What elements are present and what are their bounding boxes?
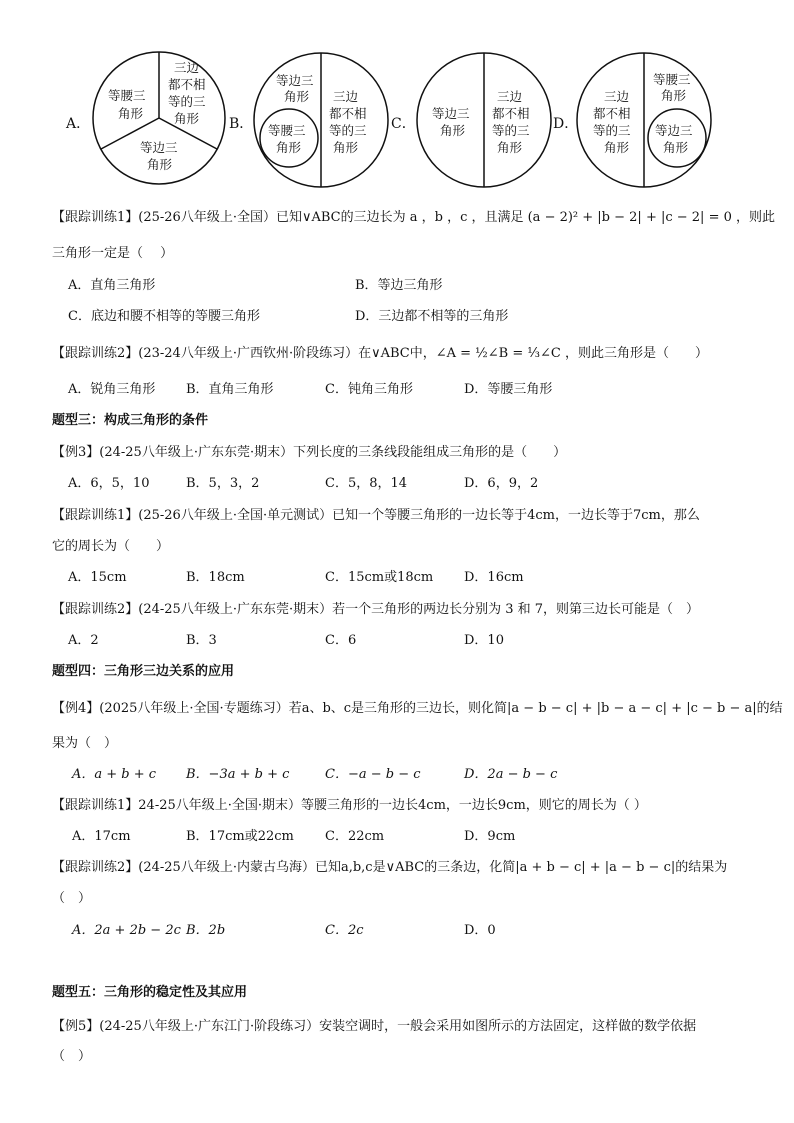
diagram-d bbox=[577, 53, 711, 187]
question-stem: 【例4】(2025八年级上·全国·专题练习）若a、b、c是三角形的三边长，则化简|a − b − c| + |b − a − c| + |c − b − a|的结 bbox=[52, 701, 783, 716]
c-text-4: 等的三 bbox=[492, 123, 530, 138]
b-text-7: 角形 bbox=[276, 140, 302, 155]
option-d-label: D． bbox=[553, 116, 579, 132]
section-heading: 题型三：构成三角形的条件 bbox=[52, 413, 209, 428]
question-stem: 【例5】(24-25八年级上·广东江门·阶段练习）安装空调时，一般会采用如图所示的方法固定，这样做的数学依据 bbox=[52, 1019, 697, 1034]
option: C．22cm bbox=[325, 829, 385, 844]
option-b-label: B． bbox=[229, 116, 254, 132]
option: D．9cm bbox=[464, 829, 516, 844]
option: C．6 bbox=[325, 633, 357, 648]
option: A．锐角三角形 bbox=[68, 382, 156, 397]
option: C．底边和腰不相等的等腰三角形 bbox=[68, 309, 260, 324]
a-text-6: 等边三 bbox=[140, 140, 178, 155]
a-text-0: 等腰三 bbox=[108, 88, 146, 103]
option: A．直角三角形 bbox=[68, 278, 156, 293]
question-stem-cont: （ ） bbox=[52, 891, 92, 906]
option-a-label: A． bbox=[66, 116, 91, 132]
b-text-0: 等边三 bbox=[276, 73, 314, 88]
option: A．6，5，10 bbox=[68, 476, 150, 491]
question-stem-cont: 果为（ ） bbox=[52, 736, 118, 751]
b-text-5: 角形 bbox=[333, 140, 359, 155]
diagram-a bbox=[93, 52, 225, 184]
question-stem: 【跟踪训练1】(25-26八年级上·全国）已知∨ABC的三边长为 a ，b ，c ，且满足 (a − 2)² + |b − 2| + |c − 2| = 0 ，则此 bbox=[52, 210, 775, 225]
option: B．直角三角形 bbox=[186, 382, 274, 397]
b-text-6: 等腰三 bbox=[268, 123, 306, 138]
question-stem-cont: 它的周长为（ ） bbox=[52, 539, 170, 554]
option: A．15cm bbox=[68, 570, 127, 585]
section-heading: 题型四：三角形三边关系的应用 bbox=[52, 664, 235, 679]
b-text-4: 等的三 bbox=[329, 123, 367, 138]
venn-diagrams bbox=[0, 0, 794, 200]
b-text-1: 角形 bbox=[284, 89, 310, 104]
d-text-3: 角形 bbox=[604, 140, 630, 155]
d-text-6: 等边三 bbox=[655, 123, 693, 138]
a-text-7: 角形 bbox=[147, 157, 173, 172]
option: D．10 bbox=[464, 633, 504, 648]
question-stem: 【跟踪训练1】(25-26八年级上·全国·单元测试）已知一个等腰三角形的一边长等于4cm，一边长等于7cm，那么 bbox=[52, 508, 700, 523]
option: C．15cm或18cm bbox=[325, 570, 434, 585]
question-stem: 【例3】(24-25八年级上·广东东莞·期末）下列长度的三条线段能组成三角形的是（ ） bbox=[52, 445, 567, 460]
option-c-label: C． bbox=[391, 116, 416, 132]
c-text-3: 都不相 bbox=[492, 106, 530, 121]
option: A．17cm bbox=[72, 829, 131, 844]
section-heading: 题型五：三角形的稳定性及其应用 bbox=[52, 985, 248, 1000]
option: D．2a − b − c bbox=[464, 767, 558, 782]
option: D．三边都不相等的三角形 bbox=[355, 309, 509, 324]
a-text-2: 三边 bbox=[174, 60, 200, 75]
question-stem: 【跟踪训练2】(23-24八年级上·广西钦州·阶段练习）在∨ABC中，∠A = ½∠B = ⅓∠C ，则此三角形是（ ） bbox=[52, 346, 708, 361]
option: B．5，3，2 bbox=[186, 476, 260, 491]
c-text-0: 等边三 bbox=[432, 106, 470, 121]
option: C．钝角三角形 bbox=[325, 382, 413, 397]
a-text-4: 等的三 bbox=[168, 94, 206, 109]
b-text-2: 三边 bbox=[333, 89, 359, 104]
question-stem-cont: 三角形一定是（ ） bbox=[52, 246, 174, 261]
question-stem-cont: （ ） bbox=[52, 1049, 92, 1064]
a-text-1: 角形 bbox=[118, 106, 144, 121]
option: B．3 bbox=[186, 633, 217, 648]
c-text-1: 角形 bbox=[440, 123, 466, 138]
option: B．等边三角形 bbox=[355, 278, 443, 293]
diagram-c bbox=[417, 53, 551, 187]
c-text-5: 角形 bbox=[497, 140, 523, 155]
option: B．18cm bbox=[186, 570, 245, 585]
option: D．16cm bbox=[464, 570, 524, 585]
d-text-2: 等的三 bbox=[593, 123, 631, 138]
option: A．2 bbox=[68, 633, 99, 648]
d-text-4: 等腰三 bbox=[653, 72, 691, 87]
option: D．6，9，2 bbox=[464, 476, 539, 491]
option: C．5，8，14 bbox=[325, 476, 408, 491]
question-stem: 【跟踪训练2】(24-25八年级上·广东东莞·期末）若一个三角形的两边长分别为 3 和 7，则第三边长可能是（ ） bbox=[52, 602, 700, 617]
d-text-7: 角形 bbox=[663, 140, 689, 155]
a-text-5: 角形 bbox=[174, 111, 200, 126]
option: A．2a + 2b − 2c bbox=[72, 923, 181, 938]
option: B．−3a + b + c bbox=[186, 767, 290, 782]
question-stem: 【跟踪训练1】24-25八年级上·全国·期末）等腰三角形的一边长4cm，一边长9cm，则它的周长为（ ） bbox=[52, 798, 647, 813]
d-text-5: 角形 bbox=[661, 88, 687, 103]
option: B．2b bbox=[186, 923, 226, 938]
option: D．等腰三角形 bbox=[464, 382, 553, 397]
option: B．17cm或22cm bbox=[186, 829, 294, 844]
option: C．−a − b − c bbox=[325, 767, 421, 782]
a-text-3: 都不相 bbox=[168, 77, 206, 92]
option: A．a + b + c bbox=[72, 767, 157, 782]
option: C．2c bbox=[325, 923, 364, 938]
question-stem: 【跟踪训练2】(24-25八年级上·内蒙古乌海）已知a,b,c是∨ABC的三条边，化简|a + b − c| + |a − b − c|的结果为 bbox=[52, 860, 728, 875]
d-text-1: 都不相 bbox=[593, 106, 631, 121]
c-text-2: 三边 bbox=[497, 89, 523, 104]
d-text-0: 三边 bbox=[604, 89, 630, 104]
b-text-3: 都不相 bbox=[329, 106, 367, 121]
diagram-b bbox=[254, 53, 388, 187]
option: D．0 bbox=[464, 923, 496, 938]
